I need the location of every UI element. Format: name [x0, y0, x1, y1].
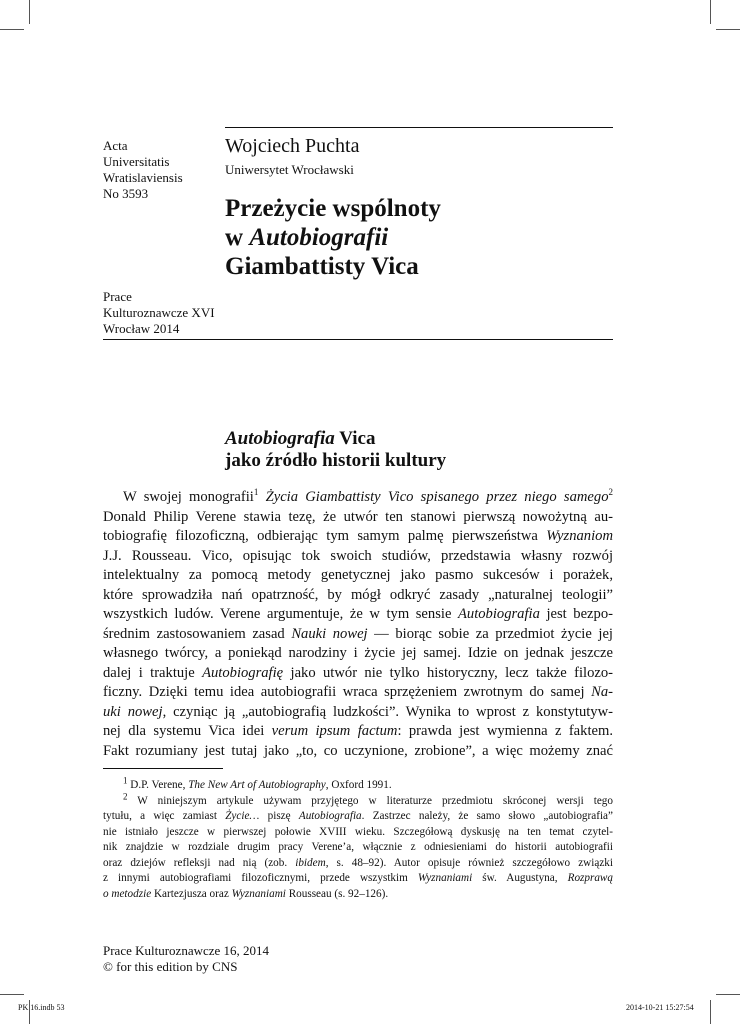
print-slug-timestamp: 2014-10-21 15:27:54 — [626, 1003, 694, 1012]
body-text: dalej i traktuje — [103, 664, 203, 681]
crop-mark-bottom-left-h — [0, 994, 24, 995]
section-heading-text: Vica — [334, 428, 376, 449]
section-heading-line: jako źródło historii kultury — [225, 450, 447, 471]
title-line — [225, 223, 441, 252]
print-slug-file: PK 16.indb 53 — [18, 1003, 65, 1012]
body-line: J.J. Rousseau. Vico, opisując tok swoich studiów, przedstawia własny rozwój — [103, 547, 613, 564]
footnote-2-line — [103, 809, 613, 825]
footnote-1 — [103, 775, 613, 794]
footnote-2-line — [103, 887, 613, 903]
body-italic: Wyznaniom — [546, 528, 613, 544]
author-name: Wojciech Puchta — [225, 135, 360, 157]
footnote-italic: ibidem — [295, 856, 326, 869]
header-top-rule — [225, 127, 613, 128]
journal-line: No 3593 — [103, 186, 149, 201]
crop-mark-bottom-right-h — [716, 994, 740, 995]
footnotes — [103, 775, 613, 902]
footnote-2-line — [103, 790, 613, 810]
body-text: — biorąc sobie za przedmiot życie jej — [367, 625, 613, 642]
footnote-text: . Zastrzec należy, że samo słowo „autobiografia” — [361, 810, 613, 822]
journal-line: Wratislaviensis — [103, 170, 183, 185]
body-line — [103, 703, 613, 723]
crop-mark-bottom-right-v — [710, 1000, 711, 1024]
footnote-italic: o metodzie — [103, 887, 152, 900]
journal-block — [103, 138, 183, 202]
body-line: które sprowadziła nań opatrzność, by mógł odkryć zasady „naturalnej teologii” — [103, 586, 613, 603]
crop-mark-top-right-h — [716, 29, 740, 30]
body-line — [103, 664, 613, 684]
footer-line: Prace Kulturoznawcze 16, 2014 — [103, 943, 270, 958]
body-text: : prawda jest wymienna z faktem. — [397, 723, 613, 739]
crop-mark-top-left-h — [0, 29, 24, 30]
title-text: w — [225, 224, 250, 251]
section-heading-italic: Autobiografia — [225, 428, 335, 449]
body-paragraph — [103, 488, 613, 761]
footnote-separator — [103, 768, 223, 769]
body-line: intelektualny za pomocą metody genetycznej jako pasmo sukcesów i porażek, — [103, 567, 613, 583]
footnote-italic: Autobiografia — [298, 810, 362, 822]
footnote-italic: Wyznaniami — [417, 872, 473, 884]
body-line — [103, 527, 613, 547]
body-text: wszystkich ludów. Verene argumentuje, że w tym sensie — [103, 606, 458, 622]
header-bottom-rule — [103, 339, 613, 340]
body-text: jako utwór nie tylko historyczny, lecz także filozo- — [283, 664, 613, 681]
footnote-text: z innymi autobiografiami filozoficznymi, przede wszystkim — [103, 872, 418, 884]
footnote-text: , Oxford 1991. — [325, 779, 392, 791]
footnote-text: św. Augustyna, — [472, 872, 568, 884]
body-line: Fakt rozumiany jest tutaj jako „to, co uczynione, zrobione”, a więc możemy znać — [103, 742, 613, 759]
title-line: Przeżycie wspólnoty — [225, 195, 441, 222]
footnote-text: , s. 48–92). Autor opisuje również szczegółowo związki — [325, 856, 613, 869]
body-text — [258, 489, 265, 505]
body-italic: Autobiografia — [457, 606, 540, 622]
footnote-italic: Rozprawą — [567, 872, 613, 884]
series-block — [103, 289, 215, 337]
body-italic: uki nowej — [103, 703, 163, 720]
series-line: Wrocław 2014 — [103, 321, 180, 336]
body-line — [103, 605, 613, 625]
footnote-2-line — [103, 871, 613, 887]
footer-line: © for this edition by CNS — [103, 959, 238, 974]
footnote-number: 2 — [123, 790, 128, 801]
page-footer — [103, 943, 269, 975]
section-heading-line — [225, 428, 446, 450]
footnote-text: Kartezjusza oraz — [151, 887, 232, 900]
footnote-ref[interactable]: 1 — [253, 487, 259, 498]
footnote-italic: The New Art of Autobiography — [188, 779, 326, 791]
footnote-2-line: nik znajdzie w rozdziale drugim pracy Verene’a, włącznie z odniesieniami do historii autobiografii — [103, 841, 613, 853]
footnote-text: oraz dziejów refleksji nad nią (zob. — [103, 856, 296, 869]
footnote-italic: Życie… — [225, 810, 260, 822]
series-line: Prace — [103, 289, 132, 304]
footnote-text: tytułu, a więc zamiast — [103, 810, 226, 822]
footnote-number: 1 — [123, 775, 128, 786]
body-italic: Autobiografię — [202, 664, 284, 681]
crop-mark-top-left-v — [29, 0, 30, 24]
body-text: nej dla systemu Vica idei — [103, 723, 272, 739]
author-affiliation: Uniwersytet Wrocławski — [225, 162, 354, 177]
footnote-text: W niniejszym artykule używam przyjętego w literaturze przedmiotu skróconej wersji tego — [127, 794, 613, 807]
body-text: średnim zastosowaniem zasad — [103, 625, 292, 642]
body-italic: Na- — [591, 684, 613, 700]
footnote-2-line: nie istniało jeszcze w pierwszej połowie XVIII wieku. Szczegółową dyskusję na ten temat czytel- — [103, 825, 613, 838]
title-line: Giambattisty Vica — [225, 253, 419, 280]
footnote-text: D.P. Verene, — [127, 779, 189, 791]
body-text: W swojej monografii — [123, 489, 254, 505]
series-line: Kulturoznawcze XVI — [103, 305, 215, 320]
journal-line: Acta — [103, 138, 128, 153]
body-text: , czyniąc ją „autobiografią ludzkości”. Wynika to wprost z konstytutyw- — [162, 703, 614, 720]
body-line — [103, 722, 613, 742]
footnote-text: piszę — [259, 810, 299, 822]
body-line — [103, 625, 613, 645]
footnote-italic: Wyznaniami — [231, 887, 286, 900]
journal-line: Universitatis — [103, 154, 170, 169]
body-text: ficzny. Dzięki temu idea autobiografii wraca sprzężeniem zwrotnym do samej — [103, 684, 592, 700]
body-line: własnego twórcy, a poniekąd narodziny i życie jej samej. Idzie on jednak jeszcze — [103, 645, 613, 661]
body-line — [103, 488, 613, 508]
footnote-ref[interactable]: 2 — [608, 487, 613, 498]
section-heading — [225, 428, 446, 472]
body-line — [103, 683, 613, 703]
body-line: Donald Philip Verene stawia tezę, że utwór ten stanowi pierwszą nowożytną au- — [103, 508, 613, 525]
body-italic: Życia Giambattisty Vico spisanego przez niego samego — [265, 489, 609, 505]
body-italic: verum ipsum factum — [271, 723, 398, 739]
body-text: jest bezpo- — [539, 606, 613, 622]
footnote-text: Rousseau (s. 92–126). — [285, 887, 389, 900]
footnote-2-line — [103, 856, 613, 872]
body-italic: Nauki nowej — [291, 625, 368, 642]
body-text: tobiografię filozoficzną, odbierając tym samym palmę pierwszeństwa — [103, 528, 547, 544]
article-title — [225, 194, 441, 281]
crop-mark-top-right-v — [710, 0, 711, 24]
title-italic: Autobiografii — [249, 224, 389, 251]
